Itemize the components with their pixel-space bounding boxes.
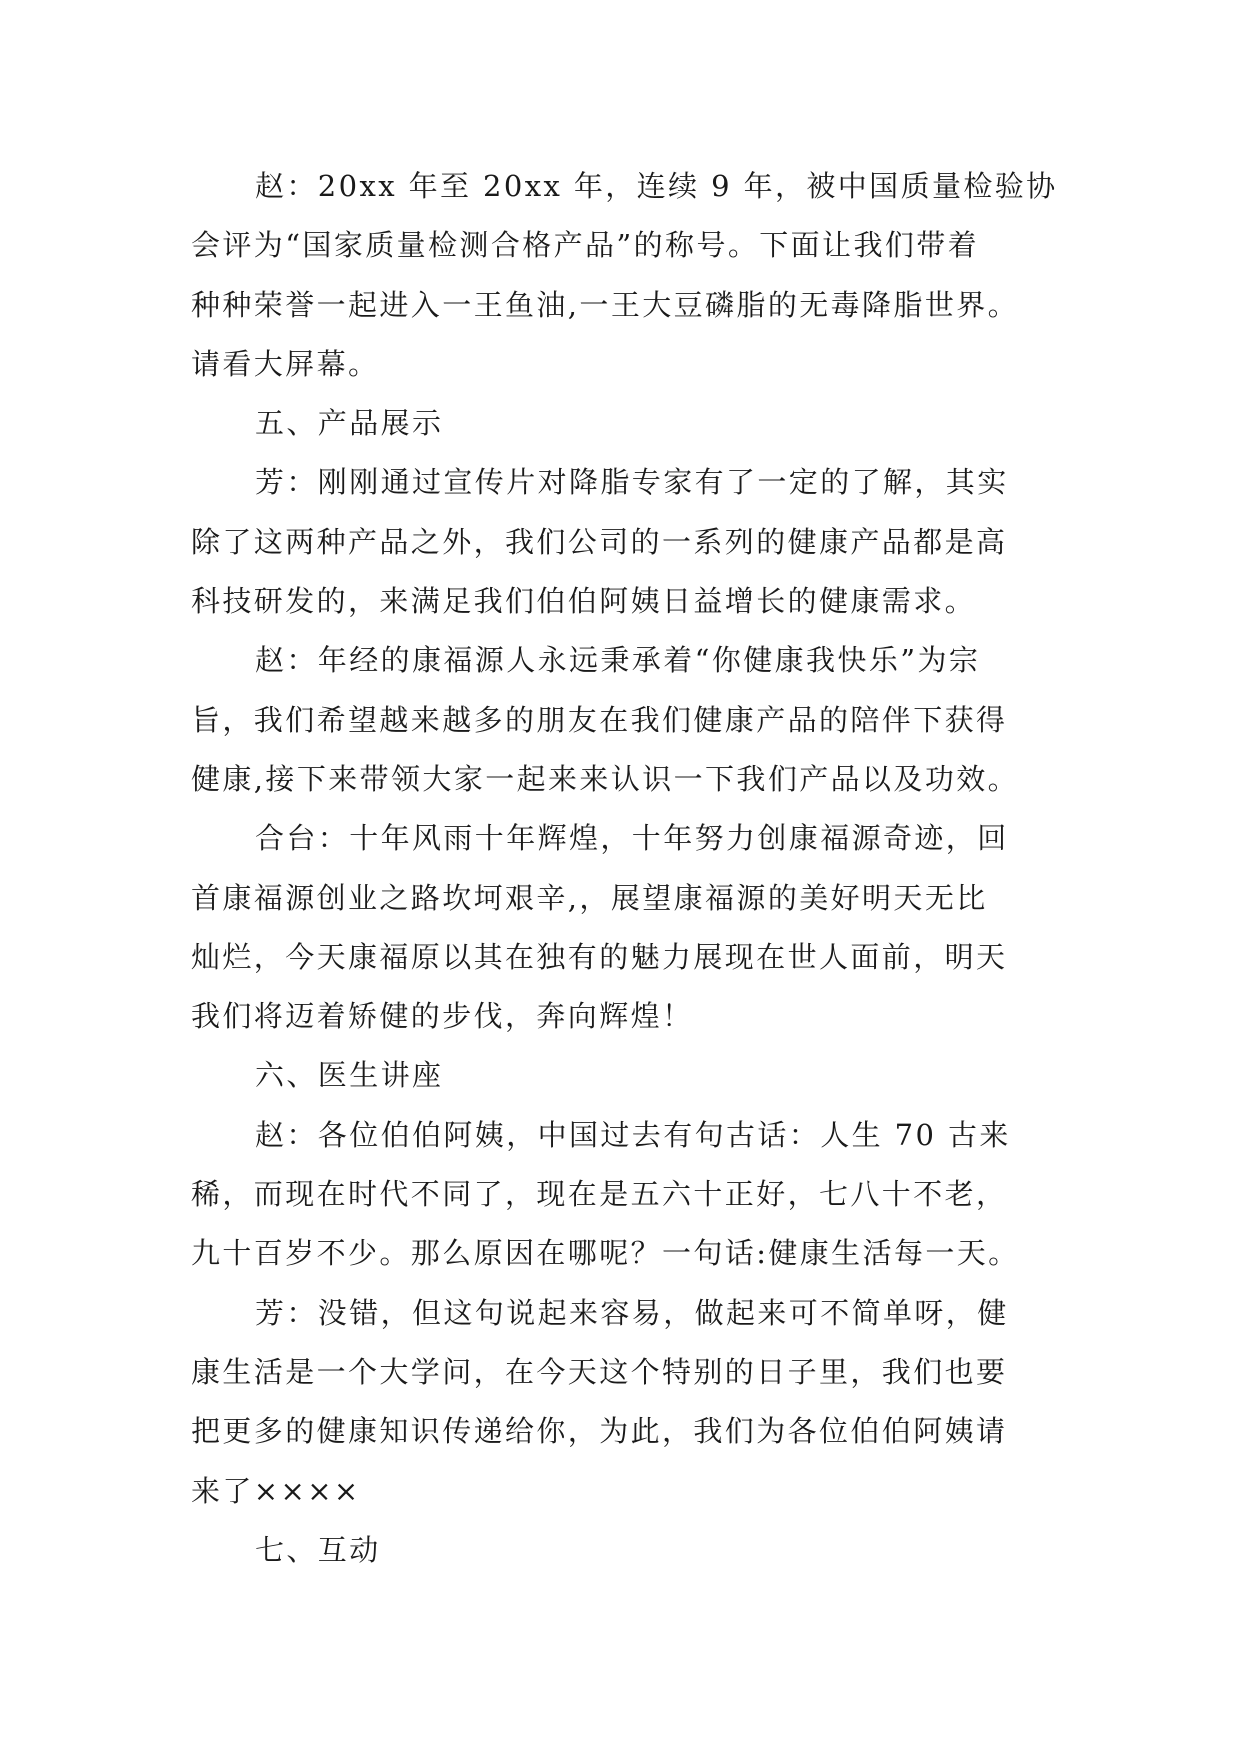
section-heading-product-display	[191, 394, 1091, 453]
text-line: 科技研发的，来满足我们伯伯阿姨日益增长的健康需求。	[191, 584, 977, 619]
text-line: 请看大屏幕。	[191, 346, 380, 381]
text-line: 芳：没错，但这句说起来容易，做起来可不简单呀，健	[255, 1295, 1009, 1330]
text-line: 我们将迈着矫健的步伐，奔向辉煌！	[191, 999, 694, 1034]
text-line: 稀，而现在时代不同了，现在是五六十正好，七八十不老，	[191, 1177, 1008, 1212]
text-line: 种种荣誉一起进入一王鱼油,一王大豆磷脂的无毒降脂世界。	[191, 287, 1020, 322]
section-heading: 七、互动	[255, 1532, 381, 1567]
section-heading: 五、产品展示	[255, 406, 444, 441]
text-line: 九十百岁不少。那么原因在哪呢？一句话:健康生活每一天。	[191, 1236, 1020, 1271]
text-line: 把更多的健康知识传递给你，为此，我们为各位伯伯阿姨请	[191, 1414, 1008, 1449]
text-line: 旨，我们希望越来越多的朋友在我们健康产品的陪伴下获得	[191, 702, 1008, 737]
paragraph-fang-invite	[191, 1284, 1091, 1521]
text-line: 芳：刚刚通过宣传片对降脂专家有了一定的了解，其实	[255, 465, 1009, 500]
text-line: 除了这两种产品之外，我们公司的一系列的健康产品都是高	[191, 524, 1008, 559]
section-heading-doctor-lecture	[191, 1046, 1091, 1105]
section-heading-interaction	[191, 1521, 1091, 1580]
paragraph-zhao-health	[191, 1106, 1091, 1284]
paragraph-zhao-mission	[191, 631, 1091, 809]
paragraph-together	[191, 809, 1091, 1046]
text-line: 来了××××	[191, 1473, 361, 1508]
text-line: 会评为“国家质量检测合格产品”的称号。下面让我们带着	[191, 228, 980, 263]
section-heading: 六、医生讲座	[255, 1058, 444, 1093]
text-line: 合台：十年风雨十年辉煌，十年努力创康福源奇迹，回	[255, 821, 1009, 856]
text-line: 健康,接下来带领大家一起来来认识一下我们产品以及功效。	[191, 761, 1020, 796]
text-line: 灿烂，今天康福原以其在独有的魅力展现在世人面前，明天	[191, 939, 1008, 974]
text-line: 首康福源创业之路坎坷艰辛,，展望康福源的美好明天无比	[191, 880, 988, 915]
text-line: 赵：各位伯伯阿姨，中国过去有句古话：人生 70 古来	[255, 1117, 1011, 1152]
text-line: 赵：年经的康福源人永远秉承着“你健康我快乐”为宗	[255, 643, 981, 678]
text-line: 赵：20xx 年至 20xx 年，连续 9 年，被中国质量检验协	[255, 169, 1058, 203]
paragraph-fang-products	[191, 453, 1091, 631]
document-body	[191, 157, 1091, 1580]
text-line: 康生活是一个大学问，在今天这个特别的日子里，我们也要	[191, 1354, 1008, 1389]
paragraph-zhao-honor	[191, 157, 1091, 394]
